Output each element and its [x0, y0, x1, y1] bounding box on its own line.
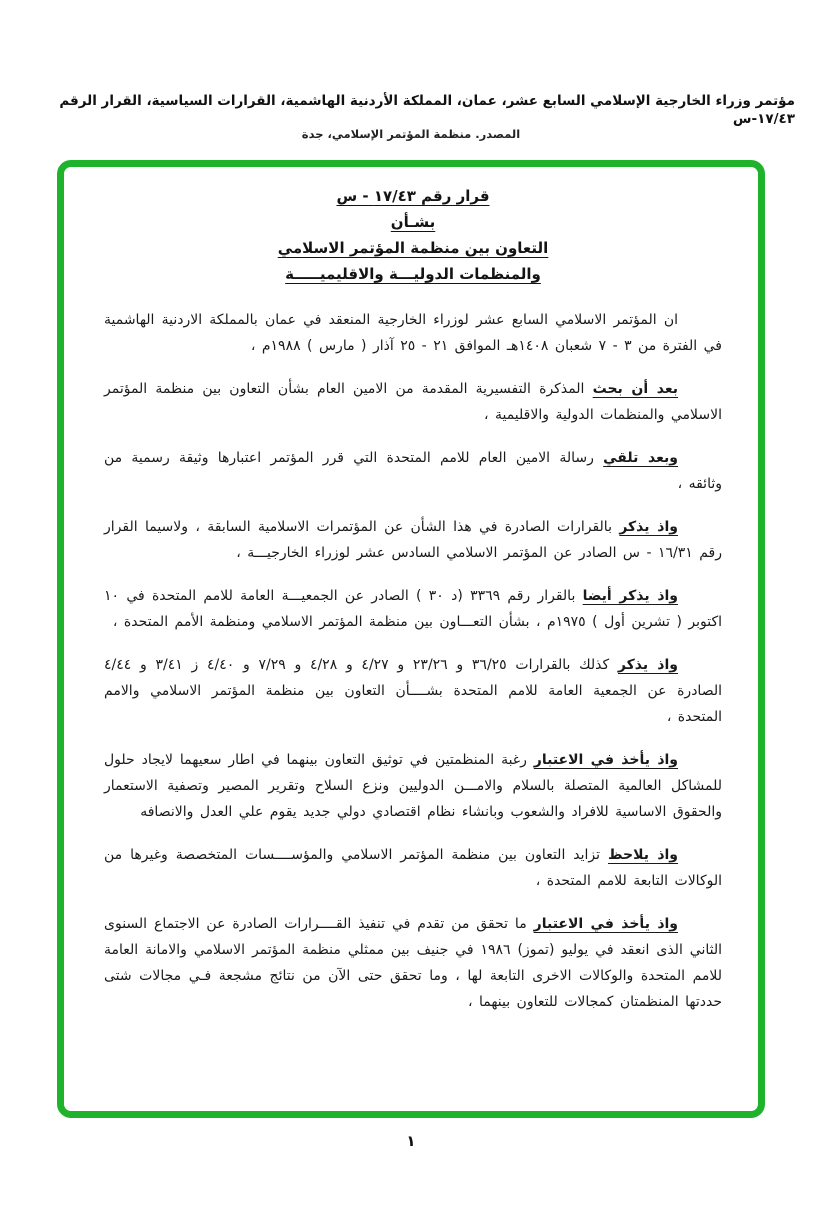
paragraph-having-received: [104, 445, 722, 497]
resolution-title: [104, 183, 722, 287]
paragraph-text: ما تحقق من تقدم في تنفيذ القــــرارات الصادرة عن الاجتماع السنوى الثاني الذى انعقد في يوليو (تموز) ١٩٨٦ في جنيف بين ممثلي منظمة المؤتمر الاسلامي والامانة العامة للامم المتحدة والوكالات الاخرى التابعة لها ، وما تحقق حتى الآن من نتائج مشجعة فـي مجالات شتى حددتها المنظمتان كمجالات للتعاون بينهما ،: [104, 916, 722, 1010]
header-source: المصدر. منظمة المؤتمر الإسلامي، جدة: [301, 127, 521, 141]
paragraph-text: تزايد التعاون بين منظمة المؤتمر الاسلامي والمؤســــسات المتخصصة وغيرها من الوكالات التابعة للامم المتحدة ،: [104, 847, 722, 889]
title-line-subject-1: التعاون بين منظمة المؤتمر الاسلامي: [277, 239, 549, 257]
paragraph-text: رغبة المنظمتين في توثيق التعاون بينهما في اطار سعيهما لايجاد حلول للمشاكل العالمية المتصلة بالسلام والامـــن الدوليين ونزع السلاح وتقرير المصير وتصفية الاستعمار والحقوق الاساسية للافراد والشعوب وبانشاء نظام اقتصادي دولي جديد يقوم علي العدل والانصافه: [104, 752, 722, 820]
paragraph-lead: واذ يذكر أيضا: [582, 588, 679, 604]
paragraph-noting: [104, 842, 722, 894]
paragraph-text: ان المؤتمر الاسلامي السابع عشر لوزراء الخارجية المنعقد في عمان بالمملكة الاردنية الهاشمية في الفترة من ٣ - ٧ شعبان ١٤٠٨هـ الموافق ٢١ - ٢٥ آذار ( مارس ) ١٩٨٨م ،: [104, 312, 722, 354]
paragraph-text: بالقرار رقم ٣٣٦٩ (د ٣٠ ) الصادر عن الجمعيـــة العامة للامم المتحدة في ١٠ اكتوبر ( تشرين أول ) ١٩٧٥م ، بشأن التعـــاون بين منظمة المؤتمر الاسلامي ومنظمة الأمم المتحدة ،: [104, 588, 722, 630]
paragraph-text: رسالة الامين العام للامم المتحدة التي قرر المؤتمر اعتبارها وثيقة رسمية من وثائقه ،: [104, 450, 722, 492]
paragraph-preamble: [104, 307, 722, 359]
title-line-resolution-number: قرار رقم ١٧/٤٣ - س: [336, 187, 490, 205]
paragraph-text: المذكرة التفسيرية المقدمة من الامين العام بشأن التعاون بين منظمة المؤتمر الاسلامي والمنظمات الدولية والاقليمية ،: [104, 381, 722, 423]
paragraph-taking-into-account: [104, 747, 722, 825]
highlight-box: [57, 160, 765, 1118]
paragraph-having-examined: [104, 376, 722, 428]
paragraph-recalling: [104, 514, 722, 566]
paragraph-lead: واذ يأخذ في الاعتبار: [533, 752, 678, 768]
paragraph-recalling-also: [104, 583, 722, 635]
paragraph-text: بالقرارات الصادرة في هذا الشأن عن المؤتمرات الاسلامية السابقة ، ولاسيما القرار رقم ١٦/٣١ - س الصادر عن المؤتمر الاسلامي السادس عشر لوزراء الخارجيـــة ،: [104, 519, 722, 561]
paragraph-lead: واذ يلاحظ: [607, 847, 679, 863]
resolution-body: [64, 167, 758, 1015]
paragraph-considering-progress: [104, 911, 722, 1015]
paragraph-lead: واذ يذكر: [617, 657, 678, 673]
paragraph-lead: بعد أن بحث: [592, 381, 678, 397]
page-number: ١: [406, 1132, 416, 1150]
paragraph-lead: وبعد تلقي: [603, 450, 678, 466]
header-citation: مؤتمر وزراء الخارجية الإسلامي السابع عشر، عمان، المملكة الأردنية الهاشمية، القرارات السياسية، القرار الرقم ١٧/٤٣-س: [59, 93, 795, 127]
title-line-regarding: بشـأن: [390, 213, 436, 231]
paragraph-lead: واذ يأخذ في الاعتبار: [533, 916, 678, 932]
paragraph-text: كذلك بالقرارات ٣٦/٢٥ و ٢٣/٢٦ و ٤/٢٧ و ٤/٢٨ و ٧/٢٩ و ٤/٤٠ ز ٣/٤١ و ٤/٤٤ الصادرة عن الجمعية العامة للامم المتحدة بشــــأن التعاون بين منظمة المؤتمر الاسلامي والامم المتحدة ،: [104, 657, 722, 725]
paragraph-lead: واذ يذكر: [619, 519, 678, 535]
paragraph-recalling-further: [104, 652, 722, 730]
title-line-subject-2: والمنظمات الدوليـــة والاقليميـــــة: [285, 265, 541, 283]
